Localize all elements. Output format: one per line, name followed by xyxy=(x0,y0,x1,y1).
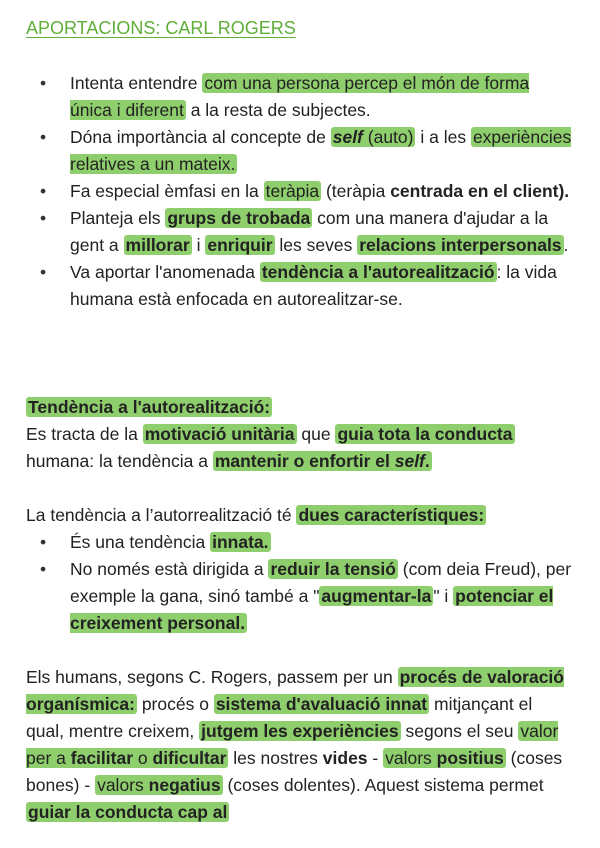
highlight: procés de valoració organísmica: xyxy=(26,667,564,714)
list-item: • Intenta entendre com una persona percep el món de forma única i diferent a la resta de subjectes. xyxy=(0,70,600,124)
characteristics-list xyxy=(0,529,600,637)
highlight: enriquir xyxy=(207,235,273,255)
highlight: potenciar el creixement personal. xyxy=(70,586,554,633)
contributions-list xyxy=(0,70,600,313)
highlight: valor per a facilitar o dificultar xyxy=(26,721,559,768)
section-heading: Tendència a l'autorealització: xyxy=(28,397,271,417)
highlight: guia tota la conducta xyxy=(337,424,513,444)
highlight: com una persona percep el món de forma única i diferent xyxy=(70,73,530,120)
highlight: mantenir o enfortir el self. xyxy=(214,451,430,471)
highlight: augmentar-la xyxy=(321,586,432,606)
highlight: guiar la conducta cap al xyxy=(28,802,228,822)
characteristics-intro: La tendència a l’autorrealització té dues característiques: xyxy=(26,505,485,525)
list-item: • Dóna importància al concepte de self (auto) i a les experiències relatives a un mateix. xyxy=(0,124,600,178)
list-item: • Va aportar l'anomenada tendència a l'autorealització : la vida humana està enfocada en autorealitzar-se. xyxy=(0,259,600,313)
highlight: innata. xyxy=(212,532,269,552)
section-autorealitzacio: Tendència a l'autorealització: Es tracta de la motivació unitària que guia tota la conducta humana: la tendència a mantenir o enfortir el self. xyxy=(26,397,513,471)
list-item: • És una tendència innata. xyxy=(0,529,600,556)
highlight: valors negatius xyxy=(97,775,221,795)
highlight: relacions interpersonals xyxy=(359,235,562,255)
highlight: experiències relatives a un mateix. xyxy=(70,127,572,174)
highlight: jutgem les experiències xyxy=(201,721,399,741)
list-item: • Fa especial èmfasi en la teràpia (teràpia centrada en el client). xyxy=(0,178,600,205)
list-item: • Planteja els grups de trobada com una manera d'ajudar a la gent a millorar i enriquir les seves relacions interpersonals . xyxy=(0,205,600,259)
highlight: grups de trobada xyxy=(167,208,311,228)
highlight: teràpia xyxy=(265,181,320,201)
list-item: • No només està dirigida a reduir la tensió (com deia Freud), per exemple la gana, sinó també a " augmentar-la " i potenciar el creixement personal. xyxy=(0,556,600,637)
highlight: motivació unitària xyxy=(144,424,295,444)
highlight: millorar xyxy=(125,235,190,255)
section-valoracio: Els humans, segons C. Rogers, passem per un procés de valoració organísmica: procés o sistema d'avaluació innat mitjançant el qual, mentre creixem, jutgem les experiències segons el seu valor per a facilitar o dificultar les nostres vides - valors positius (coses bones) - valors negatius (coses dolentes). Aquest sistema permet guiar la conducta cap al xyxy=(26,667,564,822)
highlight: tendència a l'autorealització xyxy=(261,262,495,282)
highlight: reduir la tensió xyxy=(270,559,396,579)
highlight: dues característiques: xyxy=(298,505,485,525)
highlight: valors positius xyxy=(385,748,504,768)
highlight: self (auto) xyxy=(332,127,414,147)
highlight: sistema d'avaluació innat xyxy=(215,694,428,714)
page-title: APORTACIONS: CARL ROGERS xyxy=(26,18,296,38)
